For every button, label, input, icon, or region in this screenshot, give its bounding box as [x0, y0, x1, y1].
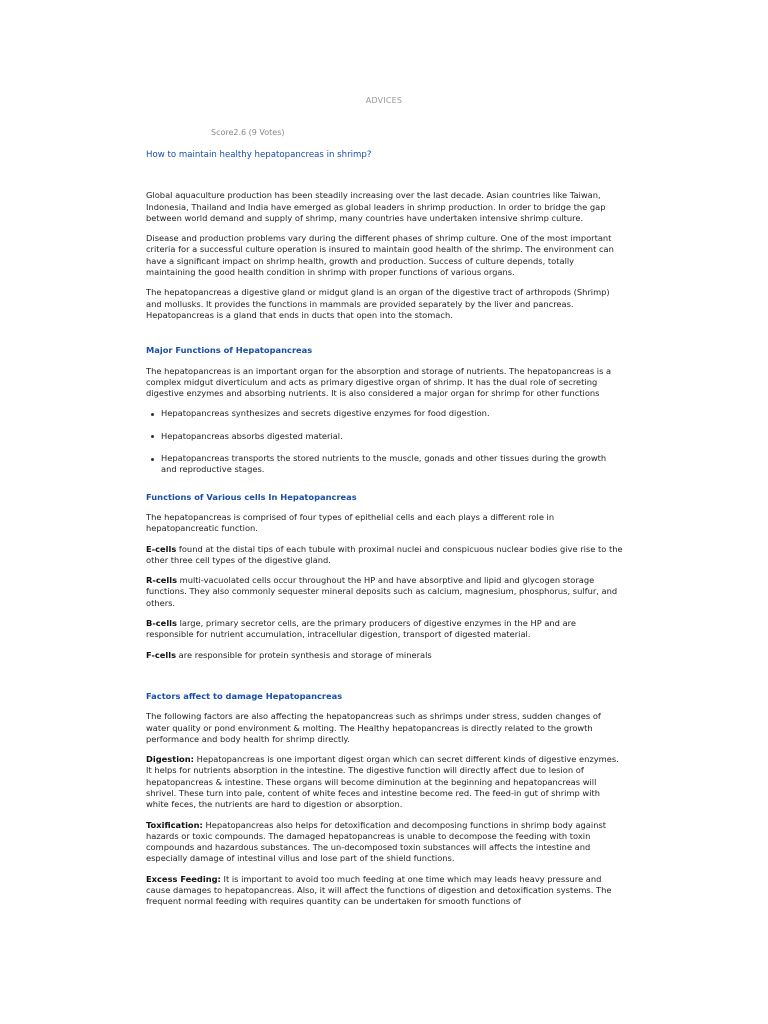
cell-term: B-cells [146, 618, 177, 629]
article-title-link[interactable]: How to maintain healthy hepatopancreas in shrimp? [146, 150, 372, 160]
damage-factors-paragraph: The following factors are also affecting the hepatopancreas such as shrimps under stress, sudden changes of water quality or pond environment & molting. The Healthy hepatopancreas is directly related to the growth performance and body health for shrimp directly. [146, 711, 601, 744]
list-item: Hepatopancreas absorbs digested material. [161, 431, 624, 442]
heading-damage-factors: Factors affect to damage Hepatopancreas [146, 690, 343, 701]
cell-term: R-cells [146, 575, 178, 586]
cell-r-paragraph [146, 575, 624, 609]
cell-description: multi-vacuolated cells occur throughout the HP and have absorptive and lipid and glycogen storage functions. They also commonly sequester mineral deposits such as calcium, magnesium, phosphorus, sulfur, and others. [146, 575, 618, 608]
intro-paragraph-1: Global aquaculture production has been steadily increasing over the last decade. Asian countries like Taiwan, Indonesia, Thailand and India have emerged as global leaders in shrimp production. In order to bridge the gap between world demand and supply of shrimp, many countries have undertaken intensive shrimp culture. [146, 190, 606, 223]
heading-major-functions: Major Functions of Hepatopancreas [146, 345, 313, 356]
cell-description: are responsible for protein synthesis and storage of minerals [176, 649, 432, 660]
cell-functions-paragraph: The hepatopancreas is comprised of four types of epithelial cells and each plays a different role in hepatopancreatic function. [146, 511, 555, 534]
factor-term: Excess Feeding: [146, 873, 221, 884]
factor-description: Hepatopancreas is one important digest organ which can secret different kinds of digestive enzymes. It helps for nutrients absorption in the intestine. The digestive function will directly affect due to lesion of hepatopancreas & intestine. These organs will become diminution at the beginning and hepatopancreas will shrivel. These turn into pale, content of white feces and intestine become red. The feed-in gut of shrimp with white feces, the nutrients are hard to digestion or absorption. [146, 754, 619, 810]
heading-cell-functions: Functions of Various cells In Hepatopancreas [146, 491, 357, 502]
section-label: ADVICES [365, 96, 403, 105]
cell-term: E-cells [146, 543, 177, 554]
cell-description: found at the distal tips of each tubule with proximal nuclei and conspicuous nuclear bodies give rise to the other three cell types of the digestive gland. [146, 543, 623, 565]
factor-term: Digestion: [146, 754, 194, 765]
cell-term: F-cells [146, 649, 177, 660]
article-body [146, 150, 624, 917]
factor-excess-feeding-paragraph [146, 874, 624, 908]
list-item: Hepatopancreas synthesizes and secrets digestive enzymes for food digestion. [161, 408, 624, 419]
rating-score: Score2.6 (9 Votes) [211, 128, 285, 137]
intro-paragraph-3: The hepatopancreas a digestive gland or midgut gland is an organ of the digestive tract of arthropods (Shrimp) and mollusks. It provides the functions in mammals are provided separately by the liver and pancreas. Hepatopancreas is a gland that ends in ducts that open into the stomach. [146, 287, 610, 320]
cell-b-paragraph [146, 618, 624, 641]
intro-paragraph-2: Disease and production problems vary during the different phases of shrimp culture. One of the most important criteria for a successful culture operation is insured to maintain good health of the shrimp. The environment can have a significant impact on shrimp health, growth and production. Success of culture depends, totally maintaining the good health condition in shrimp with proper functions of various organs. [146, 233, 614, 278]
cell-e-paragraph [146, 544, 624, 567]
cell-f-paragraph [146, 650, 624, 661]
factor-toxification-paragraph [146, 820, 624, 865]
cell-description: large, primary secretor cells, are the primary producers of digestive enzymes in the HP and are responsible for nutrient accumulation, intracellular digestion, transport of digested material. [146, 618, 577, 640]
factor-description: It is important to avoid too much feeding at one time which may leads heavy pressure and cause damages to hepatopancreas. Also, it will affect the functions of digestion and detoxification systems. The frequent normal feeding with requires quantity can be undertaken for smooth functions of [146, 873, 612, 907]
factor-description: Hepatopancreas also helps for detoxification and decomposing functions in shrimp body against hazards or toxic compounds. The damaged hepatopancreas is unable to decompose the feeding with toxin compounds and hazardous substances. The un-decomposed toxin substances will affects the intestine and especially damage of intestinal villus and lose part of the shield functions. [146, 819, 607, 864]
factor-term: Toxification: [146, 819, 203, 830]
factor-digestion-paragraph [146, 754, 624, 810]
list-item: Hepatopancreas transports the stored nutrients to the muscle, gonads and other tissues during the growth and reproductive stages. [161, 453, 624, 476]
functions-list [146, 408, 624, 475]
major-functions-paragraph: The hepatopancreas is an important organ for the absorption and storage of nutrients. The hepatopancreas is a complex midgut diverticulum and acts as primary digestive organ of shrimp. It has the dual role of secreting digestive enzymes and absorbing nutrients. It is also considered a major organ for shrimp for other functions [146, 365, 612, 399]
